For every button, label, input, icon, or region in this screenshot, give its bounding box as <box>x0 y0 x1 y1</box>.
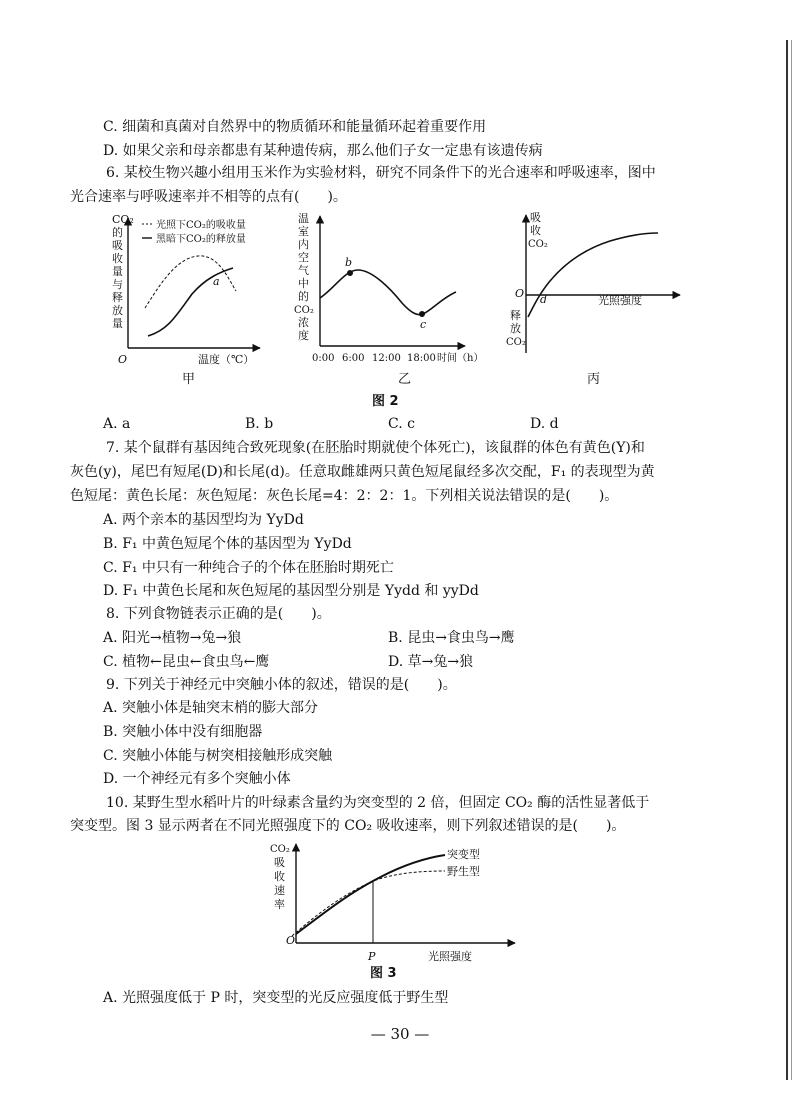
yi-tick-3: 18:00 <box>407 353 436 364</box>
q6-option-b: B. b <box>245 416 274 432</box>
fig3-ylabel-0: CO₂ <box>270 844 290 855</box>
q7-option-b: B. F₁ 中黄色短尾个体的基因型为 YyDd <box>103 536 352 552</box>
fig3-wild-curve <box>292 871 445 936</box>
q6-option-c: C. c <box>388 416 415 432</box>
yi-ylabel-2: 内 <box>298 238 309 251</box>
page-number: — 30 — <box>370 1025 430 1043</box>
yi-tick-1: 6:00 <box>342 353 365 364</box>
figure-3 <box>260 838 520 972</box>
yi-ylabel-0: 温 <box>298 212 309 225</box>
jia-ylabel-8: 量 <box>112 317 123 330</box>
fig3-caption: 图 3 <box>370 966 397 981</box>
fig3-series-solid: 突变型 <box>447 848 480 861</box>
bing-ylabel-bottom-2: CO₂ <box>506 337 526 348</box>
yi-tick-2: 12:00 <box>372 353 401 364</box>
yi-ylabel-8: 浓 <box>298 316 309 329</box>
bing-ylabel-bottom-1: 放 <box>510 322 521 335</box>
fig3-xlabel: 光照强度 <box>428 950 472 963</box>
fig2-sublabel-jia: 甲 <box>182 372 196 387</box>
bing-ylabel-top-0: 吸 <box>530 211 541 224</box>
q7-option-d: D. F₁ 中黄色长尾和灰色短尾的基因型分别是 Yydd 和 yyDd <box>103 583 479 599</box>
bing-ylabel-top-1: 收 <box>530 224 541 237</box>
yi-ylabel-4: 气 <box>298 264 309 277</box>
yi-xlabel: 时间（h） <box>437 353 484 364</box>
jia-point-a: a <box>213 275 220 288</box>
jia-xlabel: 温度（℃） <box>198 353 255 366</box>
fig3-ylabel-1: 吸 <box>274 856 285 869</box>
jia-legend-solid: 黑暗下CO₂的释放量 <box>156 234 246 245</box>
jia-ylabel-1: 的 <box>112 226 123 239</box>
jia-ylabel-5: 与 <box>112 278 123 291</box>
yi-ylabel-5: 中 <box>298 277 309 290</box>
q9-option-d: D. 一个神经元有多个突触小体 <box>103 771 291 787</box>
jia-origin: O <box>118 353 128 366</box>
q10-option-a: A. 光照强度低于 P 时，突变型的光反应强度低于野生型 <box>103 990 449 1006</box>
q8-option-c: C. 植物←昆虫←食虫鸟←鹰 <box>103 654 270 670</box>
yi-ylabel-9: 度 <box>298 329 309 342</box>
jia-ylabel-6: 释 <box>112 291 123 304</box>
fig3-ylabel-4: 率 <box>274 898 285 911</box>
q8-option-d: D. 草→兔→狼 <box>388 654 474 670</box>
q10-stem-line1: 10. 某野生型水稻叶片的叶绿素含量约为突变型的 2 倍，但固定 CO₂ 酶的活性显著低于 <box>106 795 650 811</box>
fig3-mutant-curve <box>296 855 445 934</box>
fig2-caption: 图 2 <box>372 394 399 409</box>
fig3-p-label: P <box>368 950 376 963</box>
yi-point-c: c <box>420 318 427 331</box>
fig3-ylabel-2: 收 <box>274 870 285 883</box>
yi-ylabel-3: 空 <box>298 251 309 264</box>
q6-option-d: D. d <box>530 416 559 432</box>
yi-ylabel-6: 的 <box>298 290 309 303</box>
yi-point-b: b <box>345 256 353 269</box>
q5-option-d: D. 如果父亲和母亲都患有某种遗传病，那么他们子女一定患有该遗传病 <box>103 143 543 159</box>
q10-stem-line2: 突变型。图 3 显示两者在不同光照强度下的 CO₂ 吸收速率，则下列叙述错误的是( )。 <box>70 818 626 834</box>
page-edge-line <box>786 40 788 1080</box>
yi-co2-curve <box>320 270 456 315</box>
fig3-ylabel-3: 速 <box>274 884 285 897</box>
yi-point-c-marker <box>419 311 425 317</box>
figure-bing <box>500 205 700 369</box>
q7-stem-line3: 色短尾：黄色长尾：灰色短尾：灰色长尾=4：2：2：1。下列相关说法错误的是( )。 <box>70 488 619 504</box>
yi-ylabel-1: 室 <box>298 225 309 238</box>
fig2-sublabel-yi: 乙 <box>398 372 412 387</box>
bing-ylabel-bottom-0: 释 <box>510 309 521 322</box>
q9-option-b: B. 突触小体中没有细胞器 <box>103 724 263 740</box>
q6-option-a: A. a <box>103 416 131 432</box>
q9-option-c: C. 突触小体能与树突相接触形成突触 <box>103 748 333 764</box>
q9-stem: 9. 下列关于神经元中突触小体的叙述，错误的是( )。 <box>106 677 457 693</box>
jia-ylabel-2: 吸 <box>112 239 123 252</box>
page-edge-line <box>791 40 792 1080</box>
q7-option-a: A. 两个亲本的基因型均为 YyDd <box>103 512 304 528</box>
jia-legend-dashed: 光照下CO₂的吸收量 <box>156 220 246 231</box>
q6-stem-line1: 6. 某校生物兴趣小组用玉米作为实验材料，研究不同条件下的光合速率和呼吸速率，图中 <box>106 165 656 181</box>
yi-point-b-marker <box>347 270 353 276</box>
q7-stem-line1: 7. 某个鼠群有基因纯合致死现象(在胚胎时期就使个体死亡)，该鼠群的体色有黄色(Y)和 <box>106 440 645 456</box>
bing-origin: O <box>515 287 525 300</box>
q7-stem-line2: 灰色(y)，尾巴有短尾(D)和长尾(d)。任意取雌雄两只黄色短尾鼠经多次交配，F₁ 的表现型为黄 <box>70 464 655 480</box>
q9-option-a: A. 突触小体是轴突末梢的膨大部分 <box>103 700 319 716</box>
q8-option-a: A. 阳光→植物→兔→狼 <box>103 630 242 646</box>
q8-option-b: B. 昆虫→食虫鸟→鹰 <box>388 630 515 646</box>
bing-xlabel: 光照强度 <box>598 294 642 307</box>
jia-dashed-curve <box>145 256 236 308</box>
yi-tick-0: 0:00 <box>312 353 335 364</box>
jia-ylabel-7: 放 <box>112 304 123 317</box>
fig3-series-dashed: 野生型 <box>447 865 480 878</box>
fig2-sublabel-bing: 丙 <box>587 372 601 387</box>
figure-yi <box>290 208 490 372</box>
q8-stem: 8. 下列食物链表示正确的是( )。 <box>106 606 331 622</box>
jia-ylabel-4: 量 <box>112 265 123 278</box>
jia-ylabel-3: 收 <box>112 252 123 265</box>
q7-option-c: C. F₁ 中只有一种纯合子的个体在胚胎时期死亡 <box>103 560 394 576</box>
jia-ylabel-0: CO₂ <box>112 213 134 226</box>
q6-stem-line2: 光合速率与呼吸速率并不相等的点有( )。 <box>70 189 347 205</box>
figure-jia <box>70 208 270 372</box>
jia-solid-curve <box>148 268 233 336</box>
bing-point-d: d <box>540 293 548 306</box>
q5-option-c: C. 细菌和真菌对自然界中的物质循环和能量循环起着重要作用 <box>103 119 487 135</box>
bing-ylabel-top-2: CO₂ <box>528 239 548 250</box>
yi-ylabel-7: CO₂ <box>294 305 314 316</box>
fig3-origin: O <box>286 934 296 947</box>
